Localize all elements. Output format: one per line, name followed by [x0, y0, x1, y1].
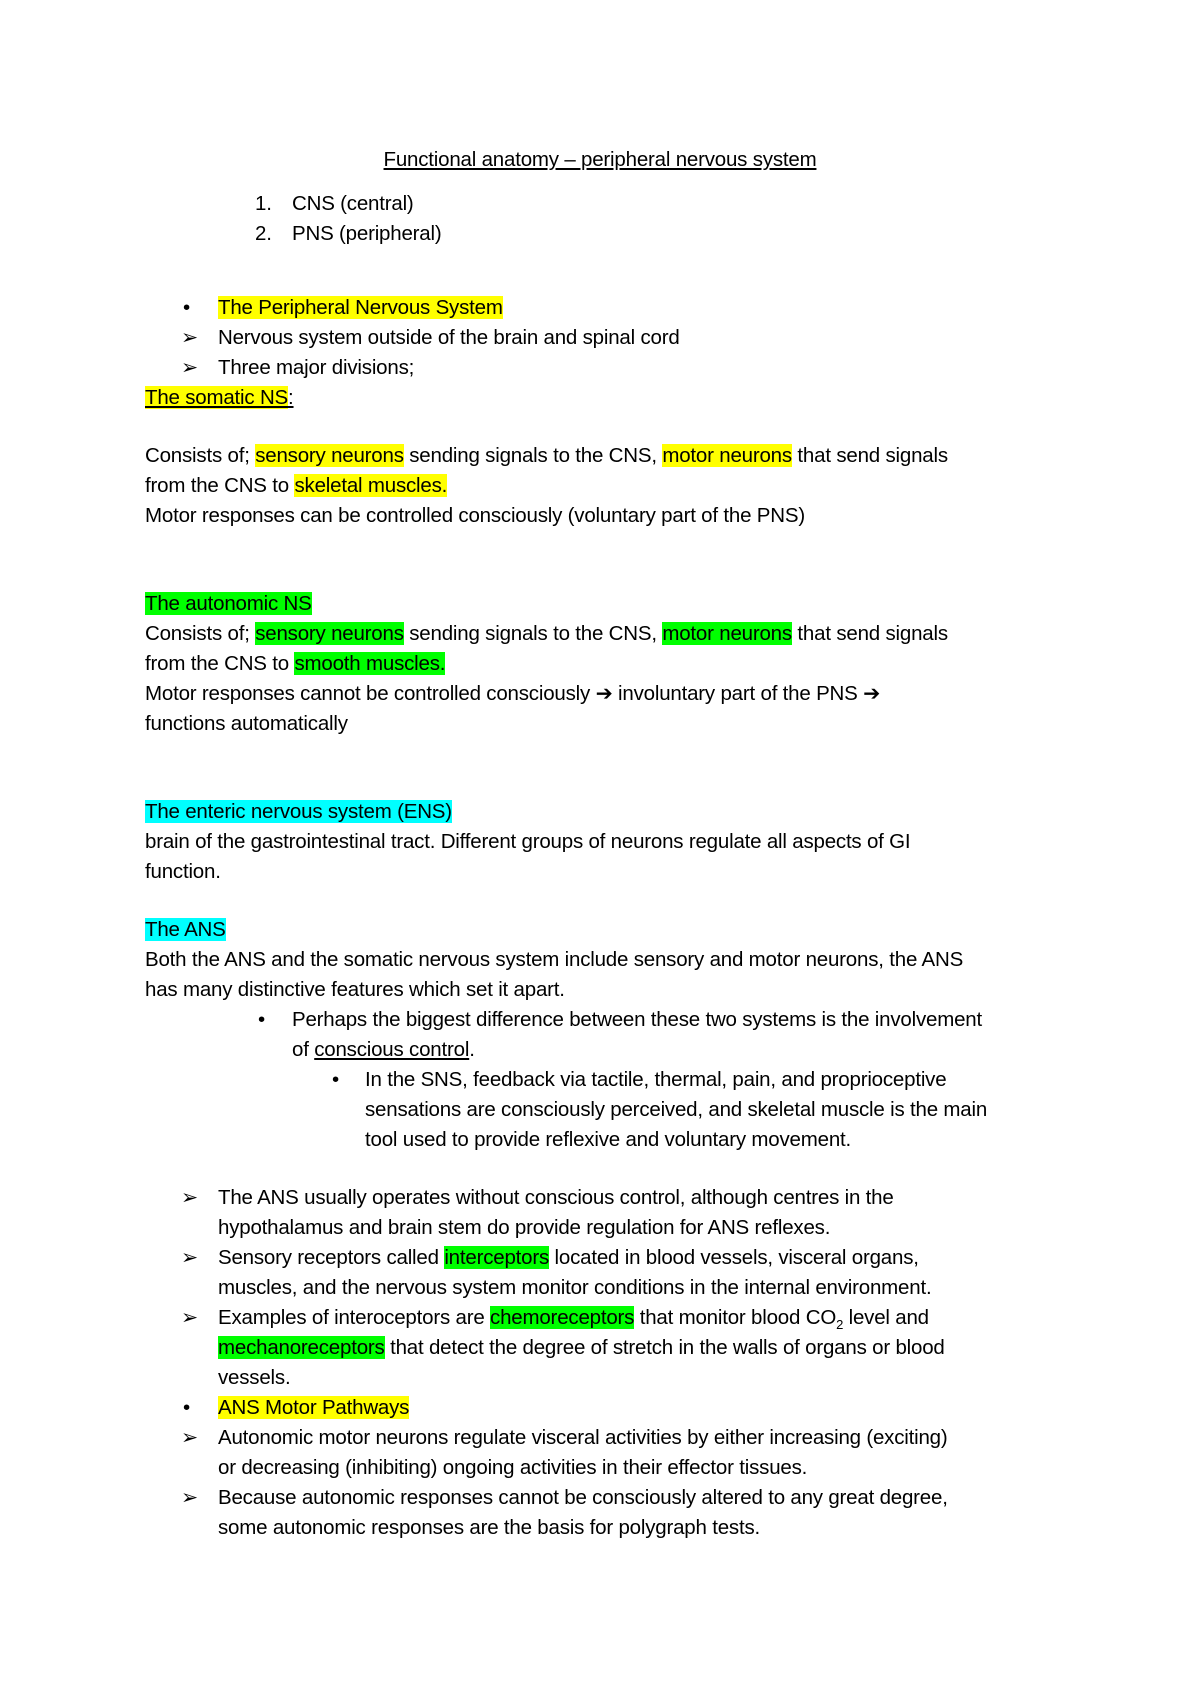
text-run: Examples of interoceptors are: [218, 1306, 491, 1329]
text-run: Sensory receptors called: [218, 1246, 445, 1269]
list-item: In the SNS, feedback via tactile, thermal, pain, and proprioceptive: [365, 1068, 947, 1091]
section-heading-somatic: [145, 384, 294, 412]
section-heading-ans: [145, 916, 226, 944]
list-item: vessels.: [218, 1366, 291, 1389]
text-run: that send signals: [791, 444, 948, 467]
arrow-right-icon: ➔: [863, 682, 881, 705]
text-run: The Peripheral Nervous System: [218, 296, 503, 319]
text-run: that detect the degree of stretch in the walls of organs or blood: [384, 1336, 945, 1359]
text-run: mechanoreceptors: [218, 1336, 385, 1359]
paragraph-line: Motor responses can be controlled consciously (voluntary part of the PNS): [145, 504, 805, 527]
paragraph-line: function.: [145, 860, 221, 883]
text-run: motor neurons: [662, 622, 792, 645]
numbered-item-text: PNS (peripheral): [292, 222, 442, 245]
list-item: [218, 1244, 919, 1272]
text-run: .: [469, 1038, 475, 1061]
list-item: some autonomic responses are the basis for polygraph tests.: [218, 1516, 760, 1539]
list-item: sensations are consciously perceived, and skeletal muscle is the main: [365, 1098, 988, 1121]
bullet-marker: •: [183, 1396, 190, 1419]
text-run: that send signals: [791, 622, 948, 645]
arrow-bullet-icon: ➢: [181, 326, 198, 349]
list-item: Because autonomic responses cannot be consciously altered to any great degree,: [218, 1486, 948, 1509]
list-item: [218, 1334, 945, 1362]
text-run: :: [288, 386, 294, 409]
text-run: level and: [843, 1306, 929, 1329]
text-run: of: [292, 1038, 315, 1061]
text-run: Consists of;: [145, 622, 256, 645]
paragraph-line: [145, 620, 948, 648]
text-run: conscious control: [314, 1038, 470, 1061]
text-run: The enteric nervous system (ENS): [145, 800, 452, 823]
text-run: The somatic NS: [145, 386, 289, 409]
arrow-bullet-icon: ➢: [181, 1486, 198, 1509]
text-run: ANS Motor Pathways: [218, 1396, 410, 1419]
text-run: motor neurons: [662, 444, 792, 467]
text-run: Motor responses cannot be controlled consciously: [145, 682, 596, 705]
list-item: tool used to provide reflexive and voluntary movement.: [365, 1128, 852, 1151]
arrow-bullet-icon: ➢: [181, 1426, 198, 1449]
numbered-item-number: 2.: [255, 222, 272, 245]
text-run: skeletal muscles.: [294, 474, 448, 497]
list-item: The ANS usually operates without conscious control, although centres in the: [218, 1186, 894, 1209]
numbered-item-text: CNS (central): [292, 192, 414, 215]
section-heading-pns: [218, 294, 503, 322]
arrow-bullet-icon: ➢: [181, 356, 198, 379]
text-run: The ANS: [145, 918, 226, 941]
arrow-bullet-icon: ➢: [181, 1246, 198, 1269]
text-run: involuntary part of the PNS: [612, 682, 864, 705]
arrow-right-icon: ➔: [595, 682, 613, 705]
paragraph-line: functions automatically: [145, 712, 348, 735]
bullet-marker: •: [183, 296, 190, 319]
paragraph-line: [145, 442, 948, 470]
list-item: Nervous system outside of the brain and spinal cord: [218, 326, 680, 349]
paragraph-line: has many distinctive features which set it apart.: [145, 978, 565, 1001]
list-item: [292, 1036, 475, 1064]
text-run: interceptors: [444, 1246, 550, 1269]
text-run: Consists of;: [145, 444, 256, 467]
section-heading-autonomic: [145, 590, 312, 618]
text-run: sending signals to the CNS,: [403, 622, 663, 645]
text-run: chemoreceptors: [490, 1306, 635, 1329]
paragraph-line: brain of the gastrointestinal tract. Different groups of neurons regulate all aspects of GI: [145, 830, 911, 853]
text-run: that monitor blood CO: [634, 1306, 837, 1329]
numbered-item-number: 1.: [255, 192, 272, 215]
list-item: Autonomic motor neurons regulate visceral activities by either increasing (exciting): [218, 1426, 948, 1449]
section-heading-enteric: [145, 798, 452, 826]
bullet-marker: •: [258, 1008, 265, 1031]
text-run: sensory neurons: [255, 444, 404, 467]
page-title: Functional anatomy – peripheral nervous system: [383, 148, 817, 171]
bullet-marker: •: [332, 1068, 339, 1091]
list-item: hypothalamus and brain stem do provide regulation for ANS reflexes.: [218, 1216, 831, 1239]
list-item: muscles, and the nervous system monitor conditions in the internal environment.: [218, 1276, 932, 1299]
list-item: Three major divisions;: [218, 356, 415, 379]
text-run: located in blood vessels, visceral organs,: [549, 1246, 919, 1269]
list-item: Examples of interoceptors are chemoreceptors that monitor blood $CO_2$ level and: [218, 1306, 929, 1333]
list-item: or decreasing (inhibiting) ongoing activities in their effector tissues.: [218, 1456, 808, 1479]
text-run: sending signals to the CNS,: [403, 444, 663, 467]
paragraph-line: [145, 650, 445, 678]
text-run: from the CNS to: [145, 652, 295, 675]
arrow-bullet-icon: ➢: [181, 1186, 198, 1209]
section-heading-motor: [218, 1394, 409, 1422]
text-run: from the CNS to: [145, 474, 295, 497]
text-run: smooth muscles.: [294, 652, 446, 675]
text-run: The autonomic NS: [145, 592, 312, 615]
list-item: Perhaps the biggest difference between these two systems is the involvement: [292, 1008, 982, 1031]
text-run: sensory neurons: [255, 622, 404, 645]
paragraph-line: [145, 680, 880, 708]
arrow-bullet-icon: ➢: [181, 1306, 198, 1329]
paragraph-line: Both the ANS and the somatic nervous system include sensory and motor neurons, the ANS: [145, 948, 964, 971]
paragraph-line: [145, 472, 447, 500]
